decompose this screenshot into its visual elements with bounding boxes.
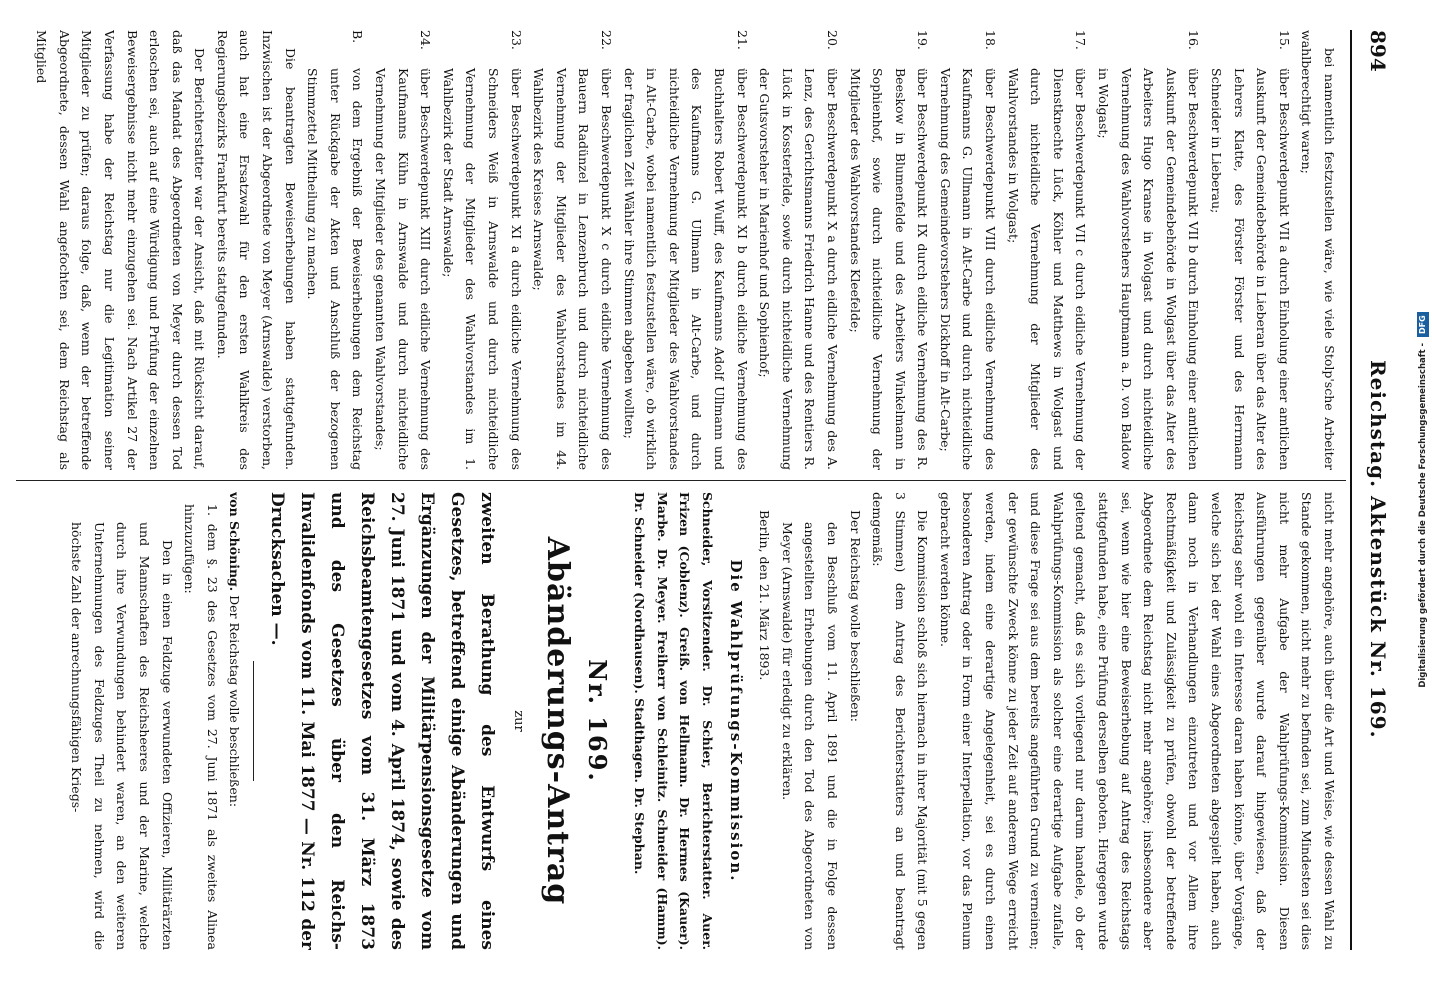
rotated-document-page (10, 0, 1410, 1000)
opening-line: bei namentlich festzustellen wäre, wie viele Stolp'sche Arbeiter wahlberechtigt waren; (1299, 30, 1337, 470)
list-item (1204, 30, 1294, 470)
item-number: 24. (418, 30, 434, 50)
document-number: Nr. 169. (582, 659, 612, 783)
dfg-logo: DFG (1417, 312, 1429, 337)
zur-label: zur (511, 710, 526, 732)
item-number: 19. (915, 30, 931, 50)
mover-text: Der Reichstag wolle beschließen: (227, 595, 243, 808)
item-number: 18. (983, 30, 999, 50)
place-date: Berlin, den 21. März 1893. (757, 510, 773, 681)
list-item (1091, 30, 1204, 470)
list-item (527, 30, 617, 470)
page-header (1350, 30, 1390, 950)
list-item (753, 30, 843, 470)
dfg-credit-text: Digitalisierung gefördert durch die Deutsche Forschungsgemeinschaft - (1418, 342, 1428, 688)
amendment-title: zweiten Berathung des Entwurfs eines Gesetzes, betreffend einige Abänderungen und Ergänzungen der Militärpensionsgesetze vom 27. Juni 1871 und vom 4. April 1874, sowie des Reichsbeamtengesetzes vom 31. März 1873 und des Gesetzes über den Reichs-Invalidenfonds vom 11. Mai 1877 — Nr. 112 der Drucksachen —. (267, 492, 498, 950)
header-rule (1350, 30, 1352, 950)
footer-strip (1414, 0, 1432, 1000)
list-item (301, 30, 369, 470)
point-1: 1. dem §. 23 des Gesetzes vom 27. Juni 1871 als zweites Alinea hinzuzufügen: (182, 504, 220, 950)
item-number: 20. (824, 30, 840, 50)
item-number: 23. (508, 30, 524, 50)
item-list (301, 30, 1295, 470)
item-number: 22. (599, 30, 614, 50)
right-paragraph: nicht mehr angehöre, auch über die Art und Weise, wie dessen Wahl zu Stande gekommen, nicht mehr zu befinden sei, zum Mindesten sei dies nicht mehr Aufgabe der Wahlprüfungs-Kommission. Diesen Ausführungen gegenüber wurde darauf hingewiesen, daß der Reichstag sehr wohl ein Interesse daran haben könne, über Vorgänge, welche sich bei der Wahl eines Abgeordneten abgespielt haben, auch dann noch in Verhandlungen einzutreten und vor Allem ihre Rechtmäßigkeit und Zulässigkeit zu prüfen, obwohl der betreffende Abgeordnete dem Reichstag nicht mehr angehöre; insbesondere aber sei, wenn wie hier eine Beweiserhebung auf Antrag des Reichstags stattgefunden habe, eine Prüfung derselben geboten. Hiergegen wurde geltend gemacht, daß es sich vorliegend nur darum handele, ob der Wahlprüfungs-Kommission als solcher eine derartige Aufgabe zufalle, und diese Frage sei aus dem bereits angeführten Grund zu verneinen; der gewünschte Zweck könne zu jeder Zeit auf anderem Wege erreicht werden, indem eine derartige Angelegenheit, sei es durch einen besonderen Antrag oder in Form einer Interpellation, vor das Plenum gebracht werden könne. (937, 492, 1337, 950)
left-column (20, 30, 1340, 470)
commission-title: Die Wahlprüfungs-Kommission. (726, 559, 745, 883)
column-divider (16, 480, 1346, 481)
item-text: über Beschwerdepunkt XI a durch eidliche Vernehmung des Schneiders Weiß in Arnswalde und durch nichteidliche Vernehmung der Mitglieder des Wahlvorstandes im 1. Wahlbezirk der Stadt Arnswalde; (440, 68, 524, 470)
item-text: über Beschwerdepunkt VII a durch Einholung einer amtlichen Auskunft der Gemeindebehörde in Lieberan über das Alter des Lehrers Klatte, des Förster Förster und des Herrmann Schneider in Lieberau; (1209, 68, 1292, 470)
item-number: 17. (1073, 30, 1089, 50)
item-number: B. (350, 30, 366, 44)
item-number: 21. (734, 30, 750, 50)
item-number: 15. (1276, 30, 1292, 50)
signatures: Schneider, Vorsitzender. Dr. Schier, Berichterstatter. Auer. Frizen (Coblenz). Greiß. von Hellmann. Dr. Hermes (Kauer). Marbe. Dr. Meyer. Freiherr von Schleinitz. Schneider (Hamm). Dr. Schneider (Nordhausen). Stadthagen. Dr. Stephan. (632, 492, 715, 950)
list-item (617, 30, 753, 470)
item-text: von dem Ergebniß der Beweiserhebungen dem Reichstag unter Rückgabe der Akten und Anschluß der bezogenen Stimmzettel Mittheilung zu machen. (305, 68, 366, 470)
item-text: über Beschwerdepunkt X c durch eidliche Vernehmung des Bauern Radünzel in Lenzenbruch und durch nichteidliche Vernehmung der Mitglieder des Wahlvorstandes im 44. Wahlbezirk des Kreises Arnswalde; (531, 68, 614, 470)
item-text: über Beschwerdepunkt XIII durch eidliche Vernehmung des Kaufmanns Kühn in Arnswalde und durch nichteidliche Vernehmung der Mitglieder des genannten Wahlvorstandes; (373, 68, 434, 470)
item-number: 16. (1186, 30, 1202, 50)
item-text: über Beschwerdepunkt XI b durch eidliche Vernehmung des Buchhalters Robert Wulff, des Kaufmanns Adolf Ullmann und des Kaufmanns G. Ullmann in Alt-Carbe, und durch nichteidliche Vernehmung der Mitglieder des Wahlvorstandes in Alt-Carbe, wobei namentlich festzustellen wäre, ob wirklich der fraglichen Zeit Wähler ihre Stimmen abgeben wollten; (621, 68, 750, 470)
left-paragraph: Der Berichterstatter war der Ansicht, daß mit Rücksicht darauf, daß das Mandat des Abgeordneten von Meyer durch dessen Tod erloschen sei, auch auf eine Würdigung und Prüfung der einzelnen Beweisergebnisse nicht mehr einzugehen sei. Nach Artikel 27 der Verfassung habe der Reichstag nur die Legitimation seiner Mitglieder zu prüfen; daraus folge, daß, wenn der betreffende Abgeordnete, dessen Wahl angefochten sei, dem Reichstag als Mitglied (34, 30, 208, 470)
running-title: Reichstag. Aktenstück Nr. 169. (1366, 360, 1390, 739)
right-paragraph: Die Kommission schloß sich hiernach in ihrer Majorität (mit 5 gegen 3 Stimmen) dem Antrag des Berichterstatters an und beantragt demgemäß: (870, 492, 931, 950)
motion-text: den Beschluß vom 11. April 1891 und die in Folge dessen angestellten Erhebungen durch den Tod des Abgeordneten von Meyer (Arnswalde) für erledigt zu erklären. (779, 522, 840, 950)
left-paragraph: Die beantragten Beweiserhebungen haben stattgefunden. Inzwischen ist der Abgeordnete von Meyer (Arnswalde) verstorben, auch hat eine Ersatzwahl für den ersten Wahlkreis des Regierungsbezirks Frankfurt bereits stattgefunden. (214, 30, 298, 470)
list-item (436, 30, 526, 470)
item-text: über Beschwerdepunkt VII b durch Einholung einer amtlichen Auskunft der Gemeindebehörde in Wolgast über das Alter des Arbeiters Hugo Kranse in Wolgast und durch nichteidliche Vernehmung des Wahlvorstehers Hauptmann a. D. von Baldow in Wolgast; (1096, 68, 1202, 470)
motion-intro: Der Reichstag wolle beschließen: (847, 510, 863, 722)
list-item (843, 30, 933, 470)
dfg-credit (1414, 0, 1432, 1000)
item-text: über Beschwerdepunkt VIII durch eidliche Vernehmung des Kaufmanns G. Ullmann in Alt-Carbe und durch nichteidliche Vernehmung des Gemeindevorstehers Dickhoff in Alt-Carbe; (937, 68, 999, 470)
list-item (1001, 30, 1091, 470)
item-text: über Beschwerdepunkt X a durch eidliche Vernehmung des A. Lenz, des Gerichtsmanns Friedrich Hanne und des Rentiers R. Lück in Kossterfelde, sowie durch nichteidliche Vernehmung der Gutsvorsteher in Marienhof und Sophienhof; (757, 68, 840, 470)
point-1-quote: Den in einen Feldzuge verwundeten Offizieren, Militärärzten und Mannschaften des Reichsheeres und der Marine, welche durch ihre Verwundungen behindert waren, an den weiteren Unternehmungen des Feldzuges Theil zu nehmen, wird die höchste Zahl der anrechnungsfähigen Kriegs- (69, 522, 175, 950)
mover-name: von Schöning. (227, 492, 243, 592)
list-item (933, 30, 1001, 470)
page-number: 894 (1366, 30, 1390, 72)
item-text: über Beschwerdepunkt IX durch eidliche Vernehmung des R. Beeskow in Blumenfelde und des Arbeiters Winkelmann in Sophienhof, sowie durch nichteidliche Vernehmung der Mitglieder des Wahlvorstandes Kleefelde; (847, 68, 931, 470)
list-item (368, 30, 436, 470)
section-rule (253, 661, 254, 781)
amendment-heading: Abänderungs-Antrag (540, 536, 575, 906)
item-text: über Beschwerdepunkt VII c durch eidliche Vernehmung der Dienstknechte Lück, Köhler und Matthews in Wolgast und durch nichteidliche Vernehmung der Mitglieder des Wahlvorstandes in Wolgast; (1005, 68, 1089, 470)
right-column (20, 492, 1340, 950)
